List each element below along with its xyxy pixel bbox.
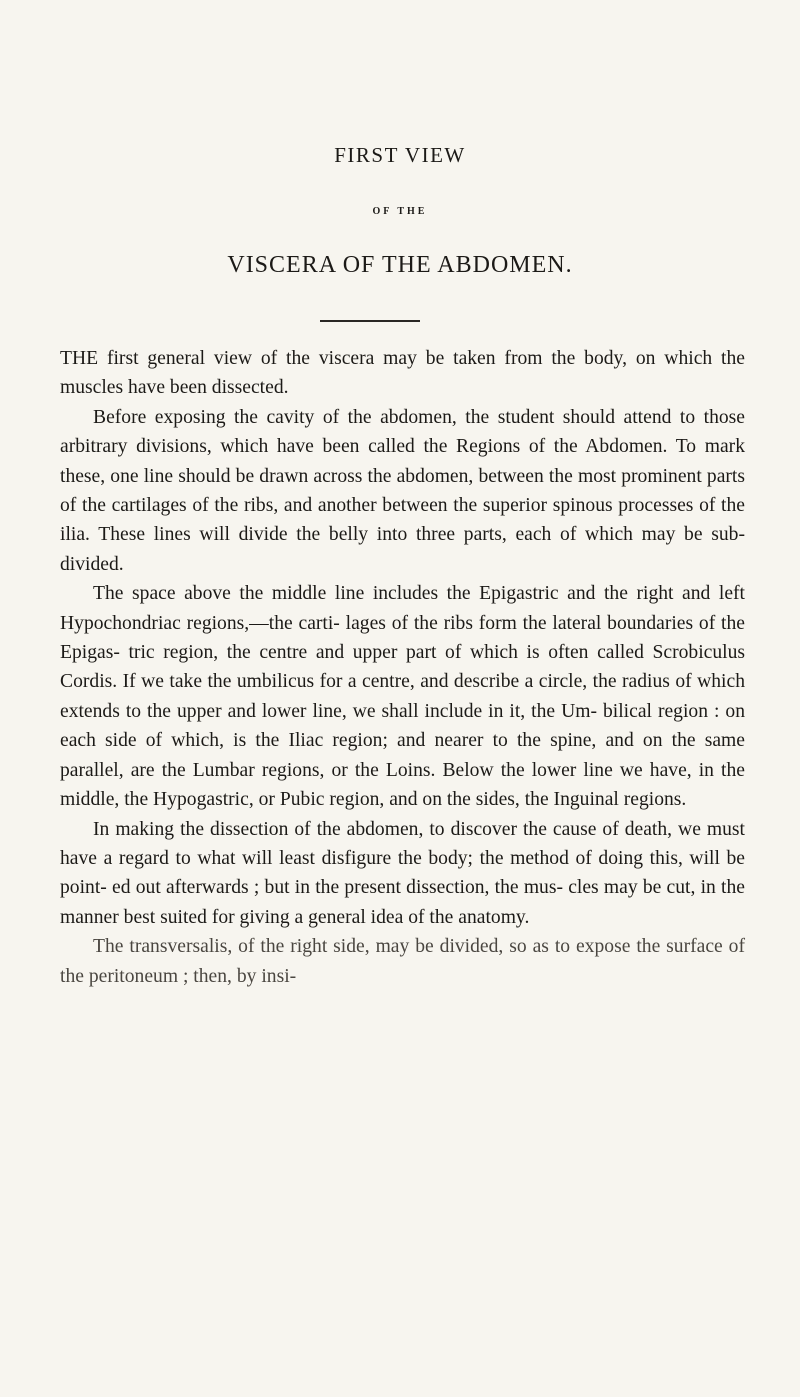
chapter-title: VISCERA OF THE ABDOMEN. bbox=[227, 252, 573, 278]
paragraph: THE first general view of the viscera may be taken from the body, on which the muscles have been dissected. bbox=[60, 348, 745, 399]
chapter-heading-of-the: OF THE bbox=[372, 206, 428, 217]
body-text bbox=[60, 344, 745, 991]
paragraph: Before exposing the cavity of the abdomen, the student should attend to those arbitrary divisions, which have been called the Regions of the Abdomen. To mark these, one line should be drawn across the abdomen, between the most prominent parts of the cartilages of the ribs, and another between the superior spinous processes of the ilia. These lines will divide the belly into three parts, each of which may be sub-divided. bbox=[60, 406, 745, 575]
paragraph: The space above the middle line includes the Epigastric and the right and left Hypochondriac regions,—the carti- lages of the ribs form the lateral boundaries of the Epigas- tric region, the centre and upper part of which is often called Scrobiculus Cordis. If we take the umbilicus for a centre, and describe a circle, the radius of which extends to the upper and lower line, we shall include in it, the Um- bilical region : on each side of which, is the Iliac region; and nearer to the spine, and on the same parallel, are the Lumbar regions, or the Loins. Below the lower line we have, in the middle, the Hypogastric, or Pubic region, and on the sides, the Inguinal regions. bbox=[60, 583, 745, 811]
paragraph: In making the dissection of the abdomen, to discover the cause of death, we must have a regard to what will least disfigure the body; the method of doing this, will be point- ed out afterwards ; but in the present dissection, the mus- cles may be cut, in the manner best suited for giving a general idea of the anatomy. bbox=[60, 818, 745, 928]
title-divider-rule bbox=[320, 320, 420, 322]
chapter-heading-first-view: FIRST VIEW bbox=[334, 143, 466, 167]
paragraph: The transversalis, of the right side, may be divided, so as to expose the surface of the peritoneum ; then, by insi- bbox=[60, 936, 745, 987]
